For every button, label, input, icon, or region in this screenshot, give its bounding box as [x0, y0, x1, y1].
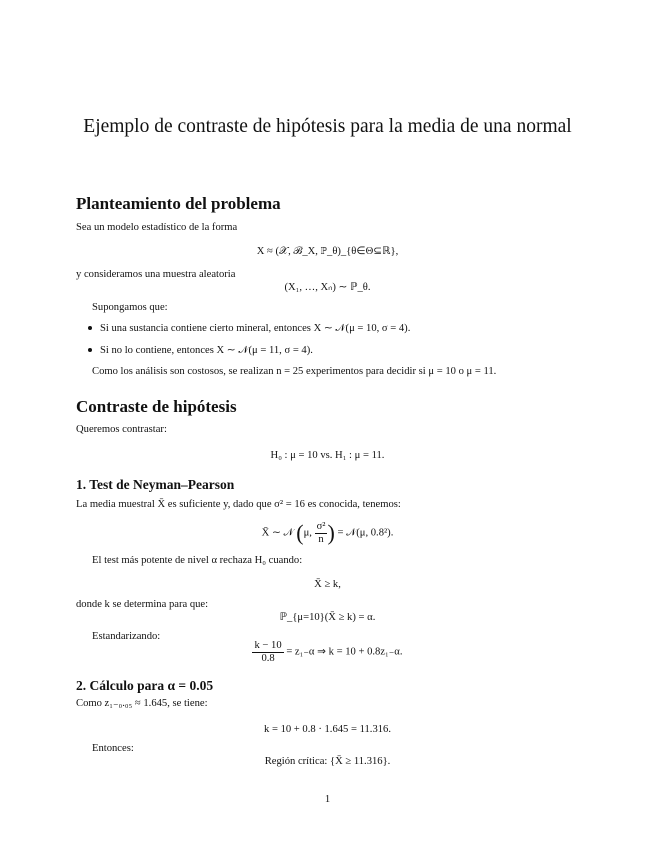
bullet-text: Si no lo contiene, entonces X ∼ 𝒩(μ = 11, σ = 4).: [100, 345, 313, 356]
paragraph-closing: Como los análisis son costosos, se realizan n = 25 experimentos para decidir si μ = 10 o μ = 11.: [92, 366, 497, 377]
equation-sample: (X₁, …, Xₙ) ∼ ℙ_θ.: [284, 282, 371, 293]
bullet-item-2: [88, 346, 313, 357]
fraction-standardized: [252, 640, 283, 664]
equation-model: X ≈ (𝒳, ℬ_X, ℙ_θ)_{θ∈Θ⊆ℝ},: [256, 246, 399, 257]
section-heading-contraste: Contraste de hipótesis: [76, 397, 237, 416]
section-heading-planteamiento: Planteamiento del problema: [76, 194, 281, 213]
equation-k-value: k = 10 + 0.8 · 1.645 = 11.316.: [264, 724, 391, 735]
bullet-marker: [88, 326, 92, 330]
paragraph-then: Entonces:: [92, 743, 134, 754]
equation-standardized: [0, 640, 655, 664]
subsection-heading-calculo: 2. Cálculo para α = 0.05: [76, 678, 214, 693]
fraction-sigma-n: [315, 521, 328, 545]
page-number: 1: [324, 794, 331, 805]
fraction-denominator: n: [318, 533, 324, 545]
dist-lhs: X̄ ∼ 𝒩: [261, 527, 294, 539]
document-title: Ejemplo de contraste de hipótesis para la media de una normal: [83, 116, 572, 137]
paragraph-sufficient: La media muestral X̄ es suficiente y, dado que σ² = 16 es conocida, tenemos:: [76, 499, 401, 510]
paragraph-suppose: Supongamos que:: [92, 302, 168, 313]
paragraph-where-k: donde k se determina para que:: [76, 599, 209, 610]
bullet-item-1: [88, 324, 410, 335]
fraction-numerator: σ²: [316, 521, 326, 532]
paren-close: ): [327, 520, 335, 546]
critical-region: Región crítica: {X̄ ≥ 11.316}.: [264, 756, 391, 767]
dist-rhs: = 𝒩(μ, 0.8²).: [337, 527, 394, 539]
paragraph-standardize: Estandarizando:: [92, 631, 161, 642]
paragraph-intro: Sea un modelo estadístico de la forma: [76, 222, 238, 233]
dist-mu: μ,: [303, 527, 312, 539]
paragraph-most-powerful: El test más potente de nivel α rechaza H₀ cuando:: [92, 555, 303, 566]
bullet-text: Si una sustancia contiene cierto mineral, entonces X ∼ 𝒩(μ = 10, σ = 4).: [100, 323, 411, 334]
equation-reject: X̄ ≥ k,: [314, 579, 341, 590]
paragraph-z-value: Como z₁₋₀.₀₅ ≈ 1.645, se tiene:: [76, 698, 208, 709]
bullet-marker: [88, 348, 92, 352]
equation-alpha: ℙ_{μ=10}(X̄ ≥ k) = α.: [279, 612, 376, 623]
fraction-numerator: k − 10: [254, 640, 282, 651]
fraction-denominator: 0.8: [261, 652, 275, 664]
subsection-heading-neyman-pearson: 1. Test de Neyman–Pearson: [76, 477, 235, 492]
equation-hypotheses: H₀ : μ = 10 vs. H₁ : μ = 11.: [270, 450, 385, 461]
standardized-rhs: = z₁₋α ⇒ k = 10 + 0.8z₁₋α.: [286, 646, 403, 658]
paren-open: (: [296, 520, 304, 546]
paragraph-contrast-intro: Queremos contrastar:: [76, 424, 167, 435]
paragraph-sample-intro: y consideramos una muestra aleatoria: [76, 269, 236, 280]
equation-distribution: [0, 521, 655, 545]
